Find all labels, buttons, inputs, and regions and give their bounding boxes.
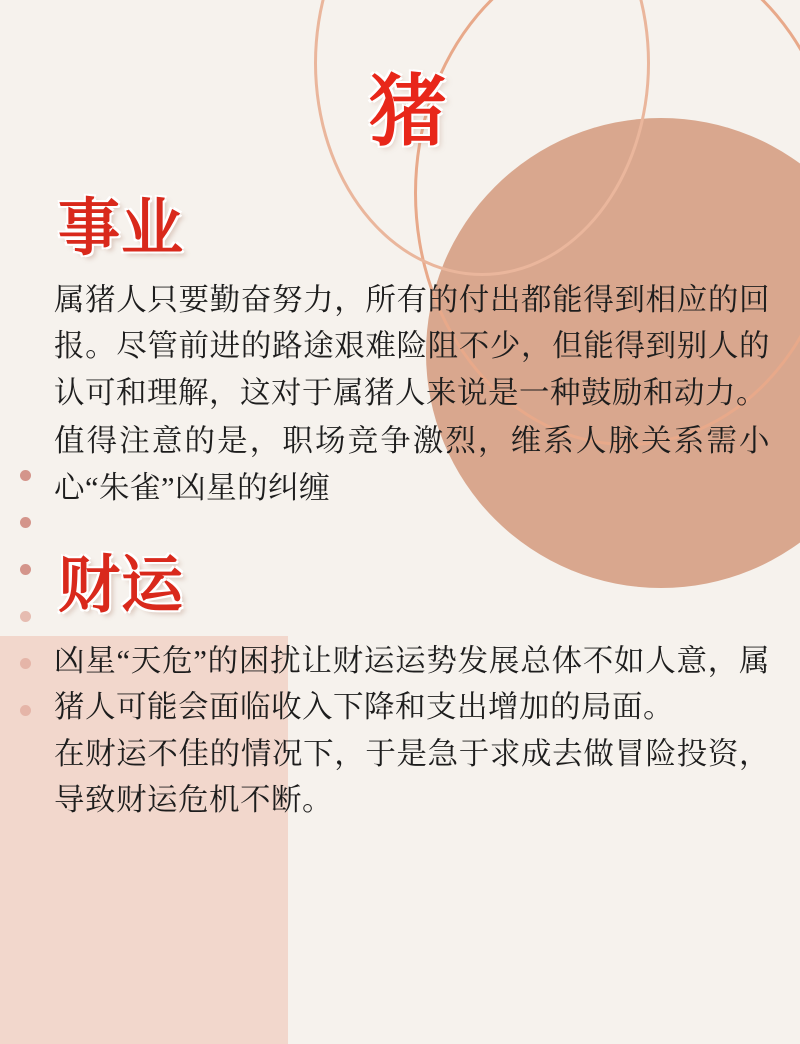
section-career [48, 196, 770, 511]
decorative-left-band-lower [0, 1018, 288, 1044]
page-title: 猪 [368, 67, 449, 155]
section-career-paragraph-2: 值得注意的是，职场竞争激烈，维系人脉关系需小心“朱雀”凶星的纠缠 [54, 424, 770, 505]
section-career-paragraph-1: 属猪人只要勤奋努力，所有的付出都能得到相应的回报。尽管前进的路途艰难险阻不少，但能得到别人的认可和理解，这对于属猪人来说是一种鼓励和动力。 [54, 283, 770, 410]
section-wealth [48, 550, 770, 824]
section-wealth-paragraph-1: 凶星“天危”的困扰让财运运势发展总体不如人意，属猪人可能会面临收入下降和支出增加的局面。 [54, 643, 770, 725]
section-wealth-paragraph-2: 在财运不佳的情况下，于是急于求成去做冒险投资，导致财运危机不断。 [54, 736, 770, 818]
section-career-heading: 事业 [58, 194, 185, 263]
section-wealth-heading: 财运 [58, 550, 185, 620]
